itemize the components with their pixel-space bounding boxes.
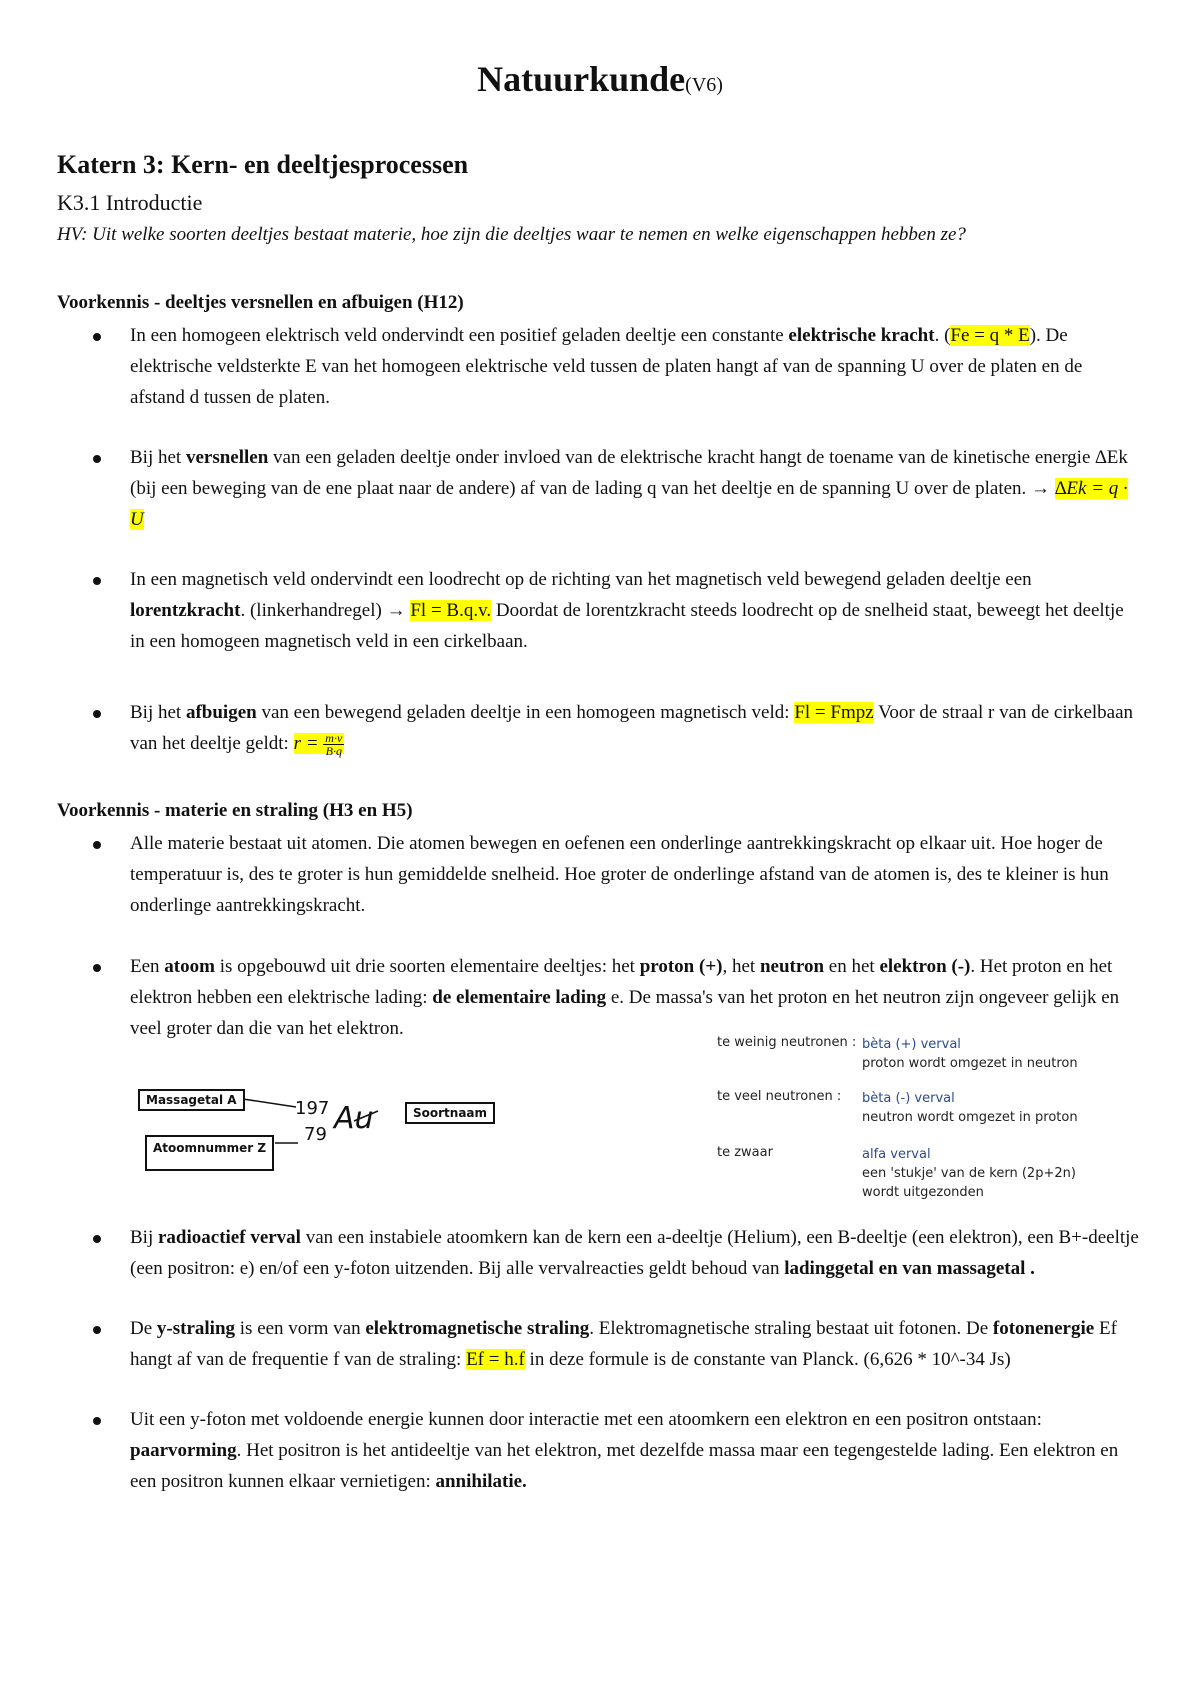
list-item: Alle materie bestaat uit atomen. Die atomen bewegen en oefenen een onderlinge aantrekkingskracht op elkaar uit. Hoe hoger de temperatuur is, des te groter is hun gemiddelde snelheid. Hoe groter de onderlinge afstand van de atomen is, des te kleiner is hun onderlinge aantrekkingskracht. [0, 828, 1140, 921]
fraction: $\frac{m\cdot v}{B\cdot q}$ [325, 731, 343, 759]
list-item: Bij het afbuigen van een bewegend geladen deeltje in een homogeen magnetisch veld: Fl = Fmpz Voor de straal r van de cirkelbaan van het deeltje geldt: r = $\frac{m\cdot v}{B\cdot q}$ [0, 697, 1140, 759]
bullet-icon [93, 841, 101, 849]
title-sub: (V6) [685, 74, 723, 96]
mass-number: 197 [295, 1098, 330, 1119]
bullet-icon [93, 577, 101, 585]
formula-highlight: Ef = h.f [466, 1349, 525, 1370]
title-main: Natuurkunde [477, 59, 686, 99]
katern-heading: Katern 3: Kern- en deeltjesprocessen [57, 150, 469, 179]
bullet-icon [93, 1326, 101, 1334]
element-symbol: Au [334, 1101, 374, 1136]
formula-highlight: Fl = B.q.v. [410, 600, 492, 621]
voorkennis-2-list-a [0, 828, 1200, 1044]
hoofdvraag: HV: Uit welke soorten deeltjes bestaat materie, hoe zijn die deeltjes waar te nemen en welke eigenschappen hebben ze? [57, 224, 966, 245]
section-heading: K3.1 Introductie [57, 190, 203, 215]
bullet-icon [93, 1235, 101, 1243]
formula-radius: r = $\frac{m\cdot v}{B\cdot q}$ [293, 731, 343, 759]
list-item: Bij radioactief verval van een instabiele atoomkern kan de kern een a-deeltje (Helium), een B-deeltje (een elektron), een B+-deeltje (een positron: e) en/of een y-foton uitzenden. Bij alle vervalreacties geldt behoud van ladinggetal en van massagetal . [0, 1222, 1140, 1284]
list-item: Een atoom is opgebouwd uit drie soorten elementaire deeltjes: het proton (+), het neutron en het elektron (-). Het proton en het elektron hebben een elektrische lading: de elementaire lading e. De massa's van het proton en het neutron zijn ongeveer gelijk en veel groter dan die van het elektron. [0, 951, 1140, 1044]
formula-highlight: Fl = Fmpz [794, 702, 874, 723]
voorkennis-2-heading: Voorkennis - materie en straling (H3 en H5) [57, 800, 413, 821]
voorkennis-1-list [0, 320, 1200, 759]
soortnaam-box: Soortnaam [405, 1102, 495, 1124]
list-item: Uit een y-foton met voldoende energie kunnen door interactie met een atoomkern een elektron en een positron ontstaan: paarvorming. Het positron is het antideeltje van het elektron, met dezelfde massa maar een tegengestelde lading. Een elektron en een positron kunnen elkaar vernietigen: annihilatie. [0, 1404, 1140, 1497]
formula-highlight: Fe = q * E [950, 325, 1030, 346]
page-title [0, 58, 1200, 100]
list-item: In een magnetisch veld ondervindt een loodrecht op de richting van het magnetisch veld bewegend geladen deeltje een lorentzkracht. (linkerhandregel) → Fl = B.q.v. Doordat de lorentzkracht steeds loodrecht op de snelheid staat, beweegt het deeltje in een homogeen magnetisch veld in een cirkelbaan. [0, 564, 1140, 657]
list-item: In een homogeen elektrisch veld ondervindt een positief geladen deeltje een constante elektrische kracht. (Fe = q * E). De elektrische veldsterkte E van het homogeen elektrische veld tussen de platen hangt af van de spanning U over de platen en de afstand d tussen de platen. [0, 320, 1140, 413]
formula-highlight: ∆Ek = q · U [130, 478, 1128, 530]
atom-notation-diagram [138, 1085, 508, 1180]
bullet-icon [93, 1417, 101, 1425]
list-item: De y-straling is een vorm van elektromagnetische straling. Elektromagnetische straling bestaat uit fotonen. De fotonenergie Ef hangt af van de frequentie f van de straling: Ef = h.f in deze formule is de constante van Planck. (6,626 * 10^-34 Js) [0, 1313, 1140, 1375]
atomic-number: 79 [304, 1124, 327, 1145]
voorkennis-1-heading: Voorkennis - deeltjes versnellen en afbuigen (H12) [57, 292, 464, 313]
document-page: Natuurkunde(V6) Katern 3: Kern- en deeltjesprocessen K3.1 Introductie HV: Uit welke soorten deeltjes bestaat materie, hoe zijn die deeltjes waar te nemen en welke eigenschappen hebben ze? Voorkennis - deeltjes versnellen en afbuigen (H12) In een homogeen elektrisch veld ondervindt een positief geladen deeltje een constante elektrische kracht. (Fe = q * E). De elektrische veldsterkte E van het homogeen elektrische veld tussen de platen hangt af van de spanning U over de platen en de afstand d tussen de platen. Bij het versnellen van een geladen deeltje onder invloed van de elektrische kracht hangt de toename van de kinetische energie ∆Ek (bij een beweging van de ene plaat naar de andere) af van de lading q van het deeltje en de spanning U over de platen. → ∆Ek = q · U In een magnetisch veld ondervindt een loodrecht op de richting van het magnetisch veld bewegend geladen deeltje een lorentzkracht. (linkerhandregel) → Fl = B.q.v. Doordat de lorentzkracht steeds loodrecht op de snelheid staat, beweegt het deeltje in een homogeen magnetisch veld in een cirkelbaan. Bij het afbuigen van een bewegend geladen deeltje in een homogeen magnetisch veld: Fl = Fmpz Voor de straal r van de cirkelbaan van het deeltje geldt: r = $\frac{m\cdot v}{B\cdot q}$ Voorkennis - materie en straling (H3 en H5) Alle materie bestaat uit atomen. Die atomen bewegen en oefenen een onderlinge aantrekkingskracht op elkaar uit. Hoe hoger de temperatuur is, des te groter is hun gemiddelde snelheid. Hoe groter de onderlinge afstand van de atomen is, des te kleiner is hun onderlinge aantrekkingskracht. Een atoom is opgebouwd uit drie soorten elementaire deeltjes: het proton (+), het neutron en het elektron (-). Het proton en het elektron hebben een elektrische lading: de elementaire lading e. De massa's van het proton en het neutron zijn ongeveer gelijk en veel groter dan die van het elektron. Massagetal A Atoomnummer Z 197 79 Au Soortnaam te weinig neutronen : bèta (+) verval proton wordt omgezet in neutron te veel neutronen : bèta (-) verval neutron wordt omgezet in proton te zwaar alfa verval een 'stukje' van de kern (2p+2n) wordt uitgezonden Bij radioactief verval van een instabiele atoomkern kan de kern een a-deeltje (Helium), een B-deeltje (een elektron), een B+-deeltje (een positron: e) en/of een y-foton uitzenden. Bij alle vervalreacties geldt behoud van ladinggetal en van massagetal . De y-straling is een vorm van elektromagnetische straling. Elektromagnetische straling bestaat uit fotonen. De fotonenergie Ef hangt af van de frequentie f van de straling: Ef = h.f in deze formule is de constante van Planck. (6,626 * 10^-34 Js) Uit een y-foton met voldoende energie kunnen door interactie met een atoomkern een elektron en een positron ontstaan: paarvorming. Het positron is het antideeltje van het elektron, met dezelfde massa maar een tegengestelde lading. Een elektron en een positron kunnen elkaar vernietigen: annihilatie. [0, 0, 1200, 1697]
bullet-icon [93, 333, 101, 341]
list-item: Bij het versnellen van een geladen deeltje onder invloed van de elektrische kracht hangt de toename van de kinetische energie ∆Ek (bij een beweging van de ene plaat naar de andere) af van de lading q van het deeltje en de spanning U over de platen. → ∆Ek = q · U [0, 442, 1140, 535]
bullet-icon [93, 710, 101, 718]
atoomnummer-box: Atoomnummer Z [145, 1135, 274, 1171]
bullet-icon [93, 964, 101, 972]
voorkennis-2-list-b [0, 1222, 1200, 1497]
bullet-icon [93, 455, 101, 463]
massagetal-box: Massagetal A [138, 1089, 245, 1111]
